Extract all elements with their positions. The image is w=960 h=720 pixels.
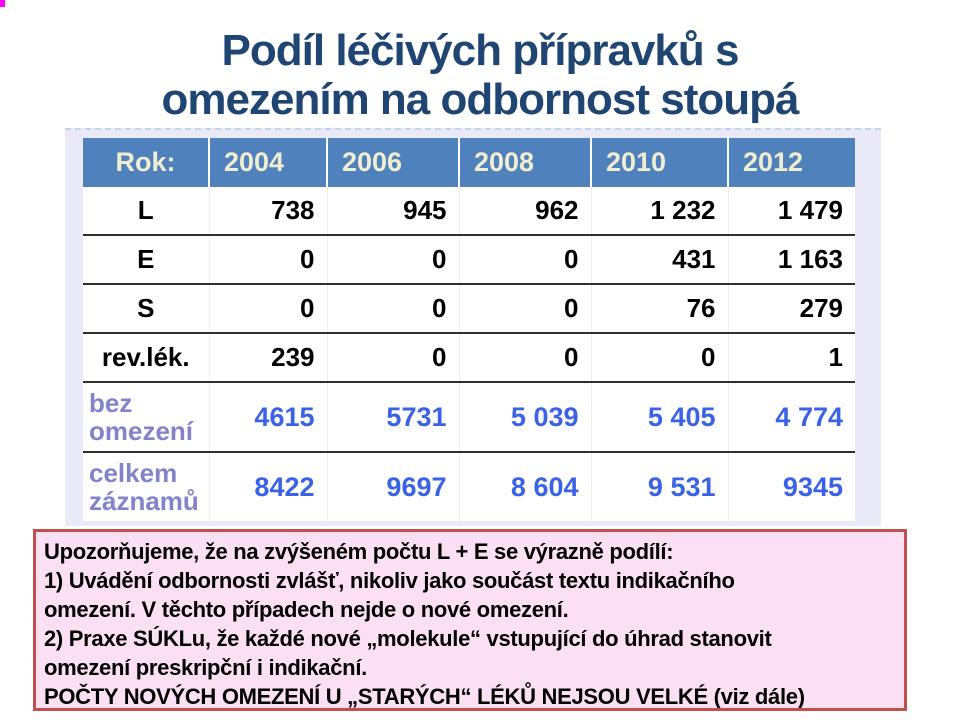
cell-value: 4615 xyxy=(209,382,327,452)
column-header-rok: Rok: xyxy=(83,138,209,187)
table-row xyxy=(83,187,855,235)
note-line: omezení preskripční i indikační. xyxy=(44,655,367,680)
note-line: omezení. V těchto případech nejde o nové omezení. xyxy=(44,597,569,622)
cell-value: 0 xyxy=(327,284,459,333)
cell-value: 9345 xyxy=(728,452,855,521)
note-line: POČTY NOVÝCH OMEZENÍ U „STARÝCH“ LÉKŮ NEJSOU VELKÉ (viz dále) xyxy=(44,684,805,709)
cell-value: 0 xyxy=(591,333,728,382)
column-header-2012: 2012 xyxy=(728,138,855,187)
cell-value: 0 xyxy=(459,333,591,382)
cell-value: 8 604 xyxy=(459,452,591,521)
table-row xyxy=(83,382,855,452)
slide-title-line-1: Podíl léčivých přípravků s xyxy=(221,26,739,75)
row-label: E xyxy=(83,235,209,284)
corner-artifact xyxy=(0,0,5,7)
note-line: 1) Uvádění odbornosti zvlášť, nikoliv jako součást textu indikačního xyxy=(44,568,735,593)
table-header-row xyxy=(83,138,855,187)
cell-value: 4 774 xyxy=(728,382,855,452)
column-header-2006: 2006 xyxy=(327,138,459,187)
cell-value: 5731 xyxy=(327,382,459,452)
note-line: Upozorňujeme, že na zvýšeném počtu L + E se výrazně podílí: xyxy=(44,539,674,564)
column-header-2004: 2004 xyxy=(209,138,327,187)
row-label: bez omezení xyxy=(83,382,209,452)
row-label: L xyxy=(83,187,209,235)
row-label: S xyxy=(83,284,209,333)
column-header-2010: 2010 xyxy=(591,138,728,187)
cell-value: 279 xyxy=(728,284,855,333)
cell-value: 5 405 xyxy=(591,382,728,452)
cell-value: 945 xyxy=(327,187,459,235)
table-row xyxy=(83,284,855,333)
cell-value: 8422 xyxy=(209,452,327,521)
cell-value: 0 xyxy=(459,235,591,284)
row-label: celkem záznamů xyxy=(83,452,209,521)
restrictions-by-year-table xyxy=(83,138,855,521)
cell-value: 431 xyxy=(591,235,728,284)
cell-value: 738 xyxy=(209,187,327,235)
slide-title-line-2: omezením na odbornost stoupá xyxy=(161,75,799,124)
cell-value: 1 232 xyxy=(591,187,728,235)
table-row xyxy=(83,452,855,521)
table-row xyxy=(83,235,855,284)
cell-value: 0 xyxy=(209,235,327,284)
cell-value: 1 163 xyxy=(728,235,855,284)
slide-title xyxy=(0,26,960,124)
cell-value: 0 xyxy=(209,284,327,333)
warning-note-box xyxy=(33,529,907,711)
cell-value: 0 xyxy=(459,284,591,333)
cell-value: 0 xyxy=(327,235,459,284)
cell-value: 5 039 xyxy=(459,382,591,452)
note-line: 2) Praxe SÚKLu, že každé nové „molekule“ vstupující do úhrad stanovit xyxy=(44,626,772,651)
cell-value: 9697 xyxy=(327,452,459,521)
row-label: rev.lék. xyxy=(83,333,209,382)
table-row xyxy=(83,333,855,382)
cell-value: 1 479 xyxy=(728,187,855,235)
cell-value: 0 xyxy=(327,333,459,382)
cell-value: 1 xyxy=(728,333,855,382)
cell-value: 76 xyxy=(591,284,728,333)
cell-value: 239 xyxy=(209,333,327,382)
column-header-2008: 2008 xyxy=(459,138,591,187)
cell-value: 9 531 xyxy=(591,452,728,521)
cell-value: 962 xyxy=(459,187,591,235)
